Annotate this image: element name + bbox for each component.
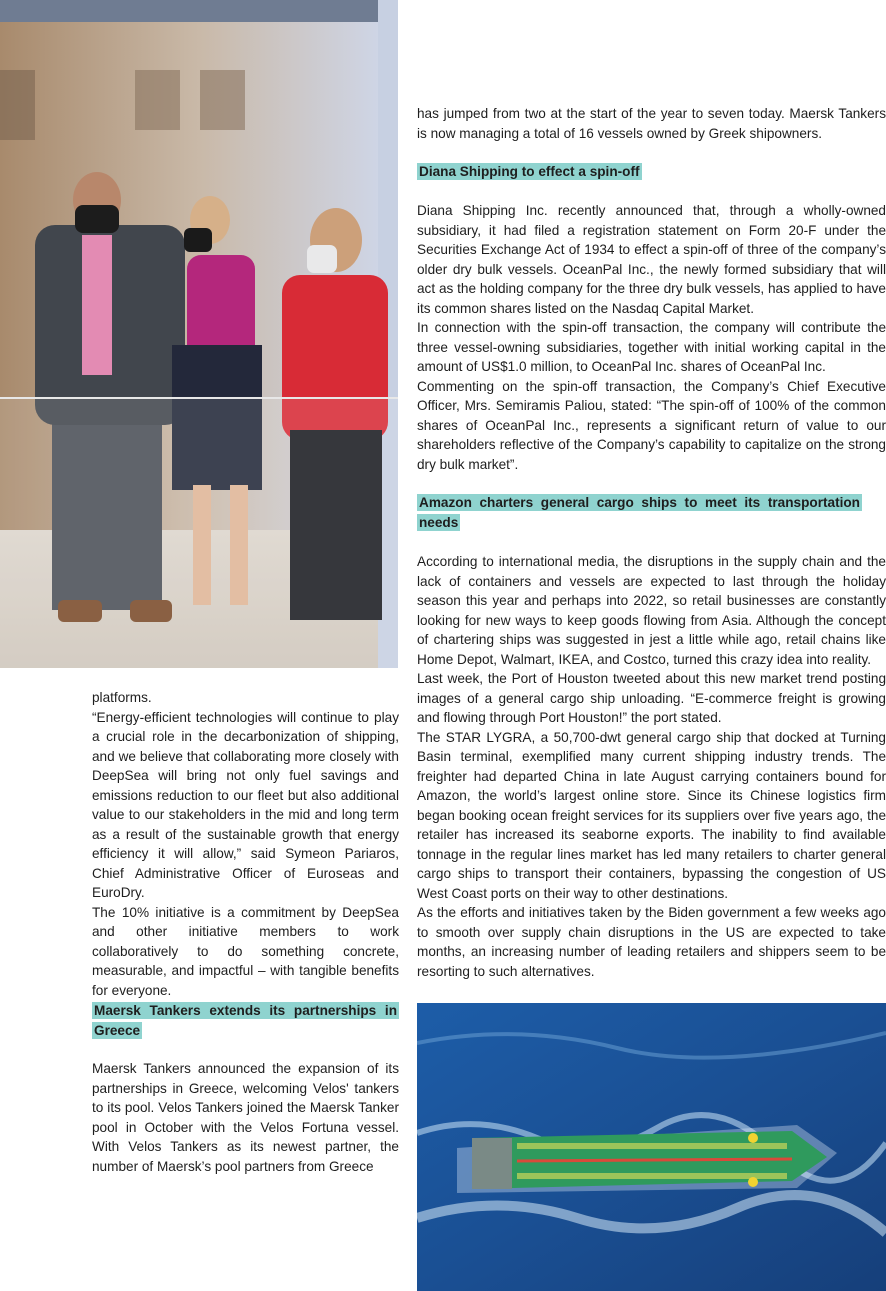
- amazon-paragraph-4: As the efforts and initiatives taken by the Biden government a few weeks ago to smooth over supply chain disruptions in the US are expected to take months, an increasing number of leading retailers and shippers seem to be resorting to such alternatives.: [417, 905, 886, 979]
- amazon-body: [417, 552, 886, 981]
- event-photo: [0, 0, 398, 668]
- amazon-paragraph-1: According to international media, the disruptions in the supply chain and the lack of containers and vessels are expected to last through the holiday season this year and perhaps into 2022, so retail businesses are constantly looking for new ways to keep goods flowing from Asia. Although the concept of chartering ships was suggested in jest a little while ago, retail chains like Home Depot, Walmart, IKEA, and Costco, turned this crazy idea into reality.: [417, 554, 886, 667]
- maersk-heading-text: Maersk Tankers extends its partnerships in Greece: [94, 1003, 397, 1038]
- maersk-body: [92, 1059, 399, 1176]
- diana-body: [417, 201, 886, 474]
- initiative-paragraph: The 10% initiative is a commitment by DeepSea and other initiative members to work collaboratively to do something concrete, measurable, and impactful – with tangible benefits for everyone.: [92, 904, 399, 998]
- amazon-paragraph-3: The STAR LYGRA, a 50,700-dwt general cargo ship that docked at Turning Basin terminal, exemplified many current shipping industry trends. The freighter had departed China in late August carrying containers bound for Amazon, the world’s largest online store. Since its Chinese logistics firm began booking ocean freight services for its suppliers over five years ago, the retailer has increased its seaborne exports. The inability to find available tonnage in the regular lines market has led many retailers to charter general cargo ships to transport their containers, bypassing the congestion of US West Coast ports on their way to other destinations.: [417, 729, 886, 901]
- maersk-continuation-text: has jumped from two at the start of the year to seven today. Maersk Tankers is now managing a total of 16 vessels owned by Greek shipowners.: [417, 106, 886, 141]
- maersk-continuation: [417, 104, 886, 143]
- energy-quote: “Energy-efficient technologies will continue to play a crucial role in the decarbonization of shipping, and we believe that collaborating more closely with DeepSea will bring not only fuel savings and emissions reduction to our fleet but also additional value to our stakeholders in the mid and long term as a result of the sustainable growth that energy efficiency it will allow,” said Symeon Pariaros, Chief Administrative Officer of Euroseas and EuroDry.: [92, 709, 399, 900]
- maersk-heading: [92, 1001, 399, 1040]
- amazon-heading: [417, 493, 862, 532]
- diana-paragraph-1: Diana Shipping Inc. recently announced that, through a wholly-owned subsidiary, it had filed a registration statement on Form 20-F under the Securities Exchange Act of 1934 to effect a spin-off of three of the company’s older dry bulk vessels. OceanPal Inc., the newly formed subsidiary that will act as the holding company for the three dry bulk vessels, has applied to have its common shares listed on the Nasdaq Capital Market.: [417, 203, 886, 316]
- maersk-paragraph: Maersk Tankers announced the expansion of its partnerships in Greece, welcoming Velos' tankers to its pool. Velos Tankers joined the Maersk Tanker pool in October with the Velos Fortuna vessel. With Velos Tankers as its newest partner, the number of Maersk’s pool partners from Greece: [92, 1061, 399, 1174]
- diana-heading-text: Diana Shipping to effect a spin-off: [419, 164, 640, 179]
- left-column: [92, 688, 399, 1000]
- continuation-text: platforms.: [92, 690, 152, 705]
- amazon-paragraph-2: Last week, the Port of Houston tweeted about this new market trend posting images of a general cargo ship unloading. “E-commerce freight is growing and flowing through Port Houston!” the port stated.: [417, 671, 886, 725]
- amazon-heading-text: Amazon charters general cargo ships to meet its transportation needs: [419, 495, 860, 530]
- ship-photo: [417, 1003, 886, 1291]
- diana-paragraph-3: Commenting on the spin-off transaction, the Company’s Chief Executive Officer, Mrs. Semiramis Paliou, stated: “The spin-off of 100% of the common shares of OceanPal Inc., represents a significant return of value to our shareholders reflective of the Company’s capability to capitalize on the strong dry bulk market”.: [417, 378, 886, 472]
- diana-paragraph-2: In connection with the spin-off transaction, the company will contribute the three vessel-owning subsidiaries, together with initial working capital in the amount of US$1.0 million, to OceanPal Inc. shares of OceanPal Inc.: [417, 320, 886, 374]
- diana-heading: [417, 162, 886, 182]
